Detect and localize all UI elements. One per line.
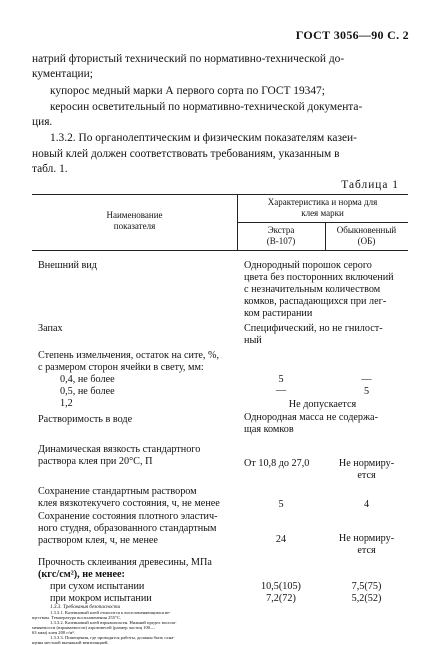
row-label-odor: Запах xyxy=(38,323,63,334)
intro-line: 1.3.2. По органолептическим и физическим показателям казеи- xyxy=(50,132,357,144)
table-caption: Таблица 1 xyxy=(341,179,399,191)
flow-retention-ordinary: 4 xyxy=(363,499,370,510)
value-cell: 5 xyxy=(363,386,370,397)
fineness-ordinary-05 xyxy=(325,374,408,398)
safety-line: 1.3.3.2. Казеиновый клей взрывоопасен. Нижний предел воспла- xyxy=(50,620,177,625)
value-line: 5,2(52) xyxy=(351,593,382,604)
intro-line: натрий фтористый технический по нормативно-технической до- xyxy=(32,53,345,65)
safety-line: ществам. Температура воспламенения 255°С. xyxy=(32,615,122,620)
safety-block xyxy=(32,604,412,645)
label-line: раствора клея при 20°С, П xyxy=(38,456,153,467)
label-line: Прочность склеивания древесины, МПа xyxy=(38,557,212,568)
intro-line: кументации; xyxy=(32,68,93,80)
row-label-gel-retention xyxy=(38,511,218,547)
empty-dash: — xyxy=(361,374,372,385)
value-line: щая комков xyxy=(244,424,294,435)
header-col-indicator-line: показателя xyxy=(113,220,156,231)
safety-line: 1.3.3.1. Казеиновый клей относится к воспламеняющимся ве- xyxy=(50,610,171,615)
fineness-12-value: Не допускается xyxy=(288,399,357,410)
value-line: с незначительным количеством xyxy=(244,284,381,295)
viscosity-ordinary xyxy=(325,458,408,482)
table-group-rule xyxy=(237,222,408,223)
bond-strength-ordinary xyxy=(325,581,408,605)
value-line: ется xyxy=(357,545,376,556)
intro-line: керосин осветительный по нормативно-технической документа- xyxy=(50,101,363,113)
safety-line: 63 мкм) клея 200 г/м³. xyxy=(32,630,75,635)
row-value-solubility xyxy=(244,412,378,436)
value-line: 7,5(75) xyxy=(351,581,382,592)
label-line: клея вязкотекучего состояния, ч, не менее xyxy=(38,498,220,509)
page-header: ГОСТ 3056—90 С. 2 xyxy=(295,28,409,42)
value-line: 7,2(72) xyxy=(266,593,296,604)
label-line: Сохранение стандартным раствором xyxy=(38,486,197,497)
row-label-bond-strength xyxy=(38,557,212,605)
value-line: ком растирании xyxy=(244,308,313,319)
value-line: комков, распадающихся при лег- xyxy=(244,296,387,307)
header-col-indicator xyxy=(32,210,237,231)
intro-line: купорос медный марки А первого сорта по ГОСТ 19347; xyxy=(50,85,325,97)
value-line: Однородная масса не содержа- xyxy=(244,412,378,423)
intro-line: ция. xyxy=(32,116,53,128)
header-col-indicator-line: Наименование xyxy=(106,210,163,220)
value-line: Однородный порошок серого xyxy=(244,260,372,271)
gel-retention-ordinary xyxy=(325,533,408,557)
value-line: Не нормиру- xyxy=(338,458,395,469)
label-line: ного студня, образованного стандартным xyxy=(38,523,217,534)
gel-retention-extra: 24 xyxy=(275,534,287,545)
label-line: Степень измельчения, остаток на сите, %, xyxy=(38,350,220,361)
table-top-rule xyxy=(32,194,408,195)
row-label-flow-retention xyxy=(38,486,220,510)
value-cell: 5 xyxy=(278,374,284,385)
fineness-extra-04 xyxy=(237,374,325,395)
value-line: 10,5(105) xyxy=(261,581,301,592)
label-line: (кгс/см²), не менее: xyxy=(38,569,125,580)
header-col-ordinary-line: Обыкновенный xyxy=(336,225,397,235)
safety-line: щены местной вытяжной вентиляцией. xyxy=(32,640,109,645)
row-label-fineness xyxy=(38,350,219,410)
label-line: раствором клея, ч, не менее xyxy=(38,535,158,546)
label-line: при сухом испытании xyxy=(50,581,145,592)
row-label-solubility: Растворимость в воде xyxy=(38,414,133,425)
header-group-line: Характеристика и норма для xyxy=(267,197,378,207)
header-col-extra xyxy=(237,225,325,246)
label-line: Сохранение состояния плотного эластич- xyxy=(38,511,218,522)
row-label-appearance: Внешний вид xyxy=(38,260,97,271)
row-value-appearance xyxy=(244,260,394,320)
value-line: ный xyxy=(244,335,262,346)
row-label-viscosity xyxy=(38,444,200,468)
label-line: с размером сторон ячейки в свету, мм: xyxy=(38,362,204,373)
value-line: цвета без посторонних включений xyxy=(244,272,394,283)
safety-line: 1.3.3.3. Помещения, где проводятся работы, должны быть осна- xyxy=(50,635,175,640)
label-line: 1,2 xyxy=(60,398,73,409)
value-line: ется xyxy=(357,470,376,481)
header-col-extra-line: Экстра xyxy=(267,225,295,235)
intro-line: табл. 1. xyxy=(32,163,68,175)
header-group xyxy=(237,197,408,218)
header-group-line: клея марки xyxy=(301,207,344,218)
header-col-extra-line: (В-107) xyxy=(266,235,296,246)
value-line: Не нормиру- xyxy=(338,533,395,544)
row-value-odor xyxy=(244,323,383,347)
label-line: при мокром испытании xyxy=(50,593,152,604)
label-line: Динамическая вязкость стандартного xyxy=(38,444,201,455)
label-line: 0,4, не более xyxy=(60,374,115,385)
safety-heading: 1.3.3. Требования безопасности xyxy=(50,604,121,610)
empty-dash: — xyxy=(275,385,287,396)
bond-strength-extra xyxy=(237,581,325,605)
value-line: Специфический, но не гнилост- xyxy=(244,323,383,334)
header-col-ordinary-line: (ОБ) xyxy=(357,235,376,246)
safety-line: меняемости (взрываемости) аэровзвесей (размер частиц 100— xyxy=(32,625,155,630)
intro-line: новый клей должен соответствовать требованиям, указанным в xyxy=(32,148,340,160)
header-col-ordinary xyxy=(325,225,408,246)
label-line: 0,5, не более xyxy=(60,386,115,397)
viscosity-extra: От 10,8 до 27,0 xyxy=(244,458,310,469)
table-header-bottom-rule xyxy=(32,250,408,251)
flow-retention-extra: 5 xyxy=(278,499,284,510)
